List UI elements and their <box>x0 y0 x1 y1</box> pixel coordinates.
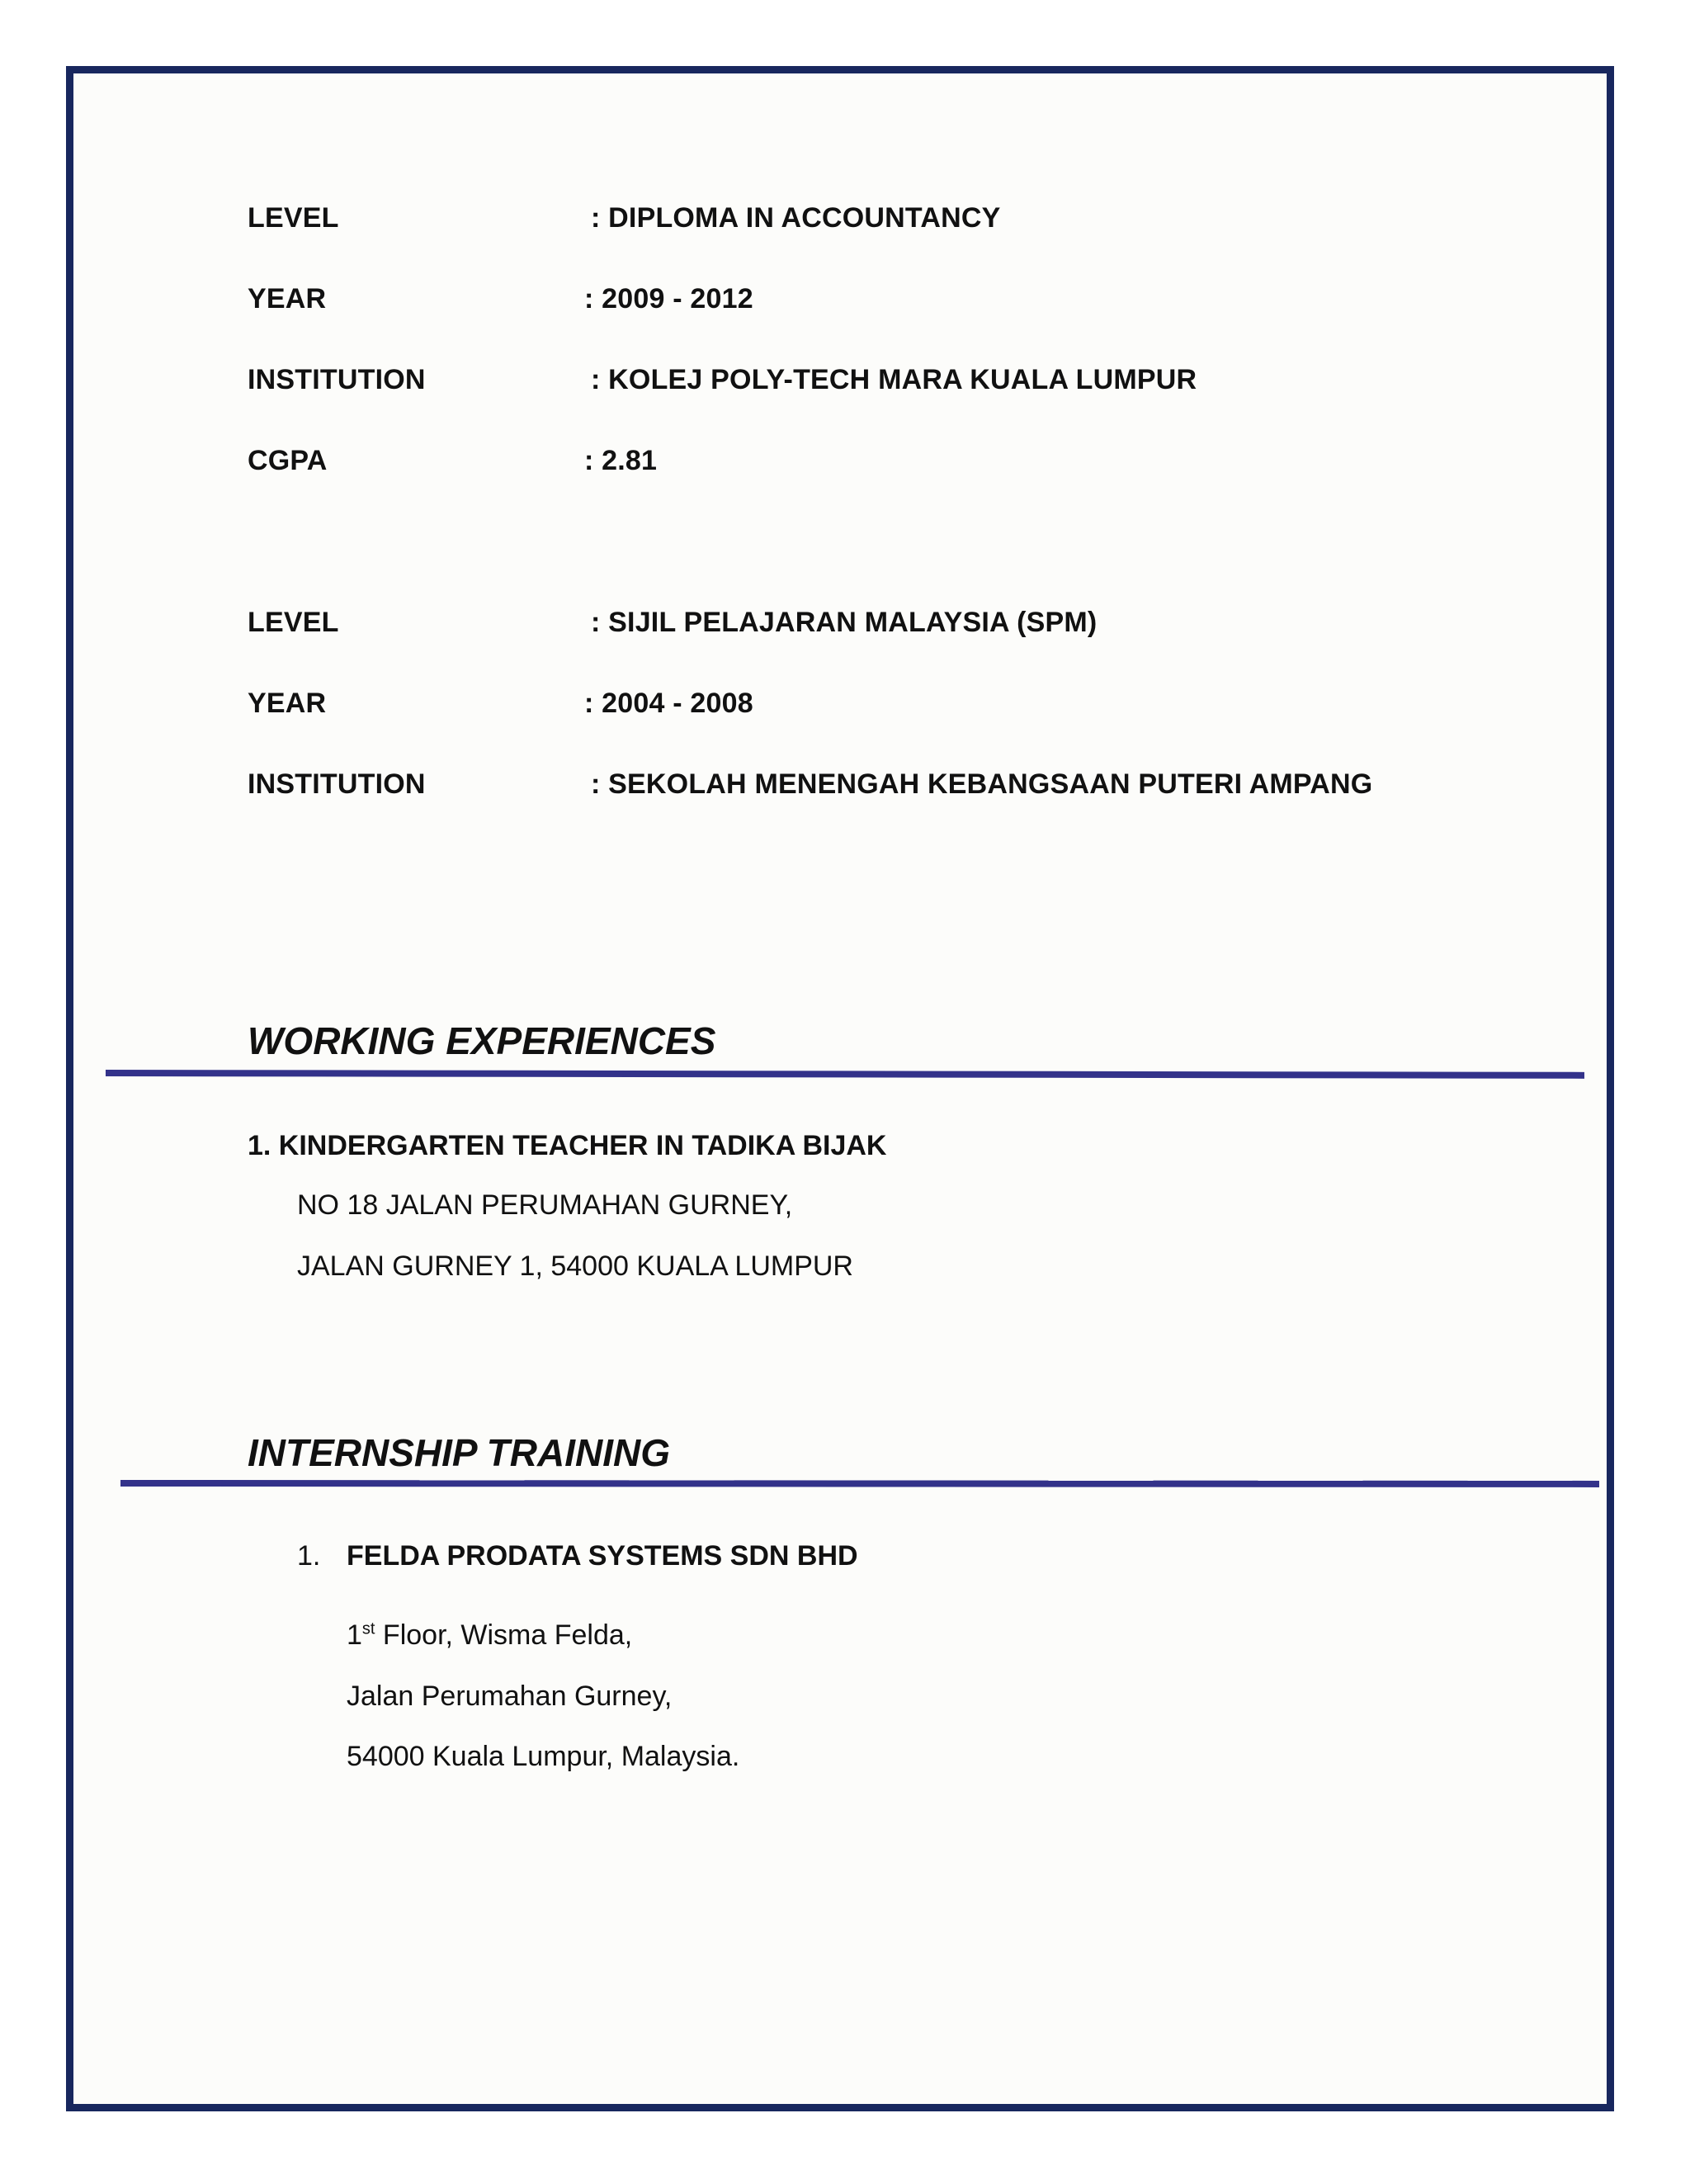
internship-floor-rest: Floor, Wisma Felda, <box>375 1619 633 1651</box>
edu2-year-value: : 2004 - 2008 <box>584 688 753 719</box>
internship-address-line1 <box>347 1619 632 1652</box>
internship-training-title: INTERNSHIP TRAINING <box>248 1431 670 1474</box>
edu1-cgpa-value: : 2.81 <box>584 445 658 476</box>
edu1-year-label: YEAR <box>248 283 327 314</box>
edu2-institution-value: : SEKOLAH MENENGAH KEBANGSAAN PUTERI AMPANG <box>591 768 1373 800</box>
edu1-level-value: : DIPLOMA IN ACCOUNTANCY <box>591 202 1001 234</box>
job-address-line1: NO 18 JALAN PERUMAHAN GURNEY, <box>297 1189 793 1221</box>
edu1-year-value: : 2009 - 2012 <box>584 283 753 314</box>
internship-address-line2: Jalan Perumahan Gurney, <box>347 1681 673 1712</box>
internship-address-line3: 54000 Kuala Lumpur, Malaysia. <box>347 1741 740 1772</box>
edu1-institution-label: INSTITUTION <box>248 364 426 395</box>
job-title: 1. KINDERGARTEN TEACHER IN TADIKA BIJAK <box>248 1130 887 1161</box>
internship-floor-number: 1 <box>347 1619 362 1651</box>
internship-training-rule <box>120 1480 1599 1487</box>
edu1-cgpa-label: CGPA <box>248 445 328 476</box>
edu2-institution-label: INSTITUTION <box>248 768 426 800</box>
internship-floor-suffix: st <box>361 1619 375 1638</box>
edu2-level-label: LEVEL <box>248 607 339 638</box>
edu2-year-label: YEAR <box>248 688 327 719</box>
edu1-institution-value: : KOLEJ POLY-TECH MARA KUALA LUMPUR <box>591 364 1197 395</box>
working-experiences-title: WORKING EXPERIENCES <box>248 1019 716 1062</box>
internship-company-name: FELDA PRODATA SYSTEMS SDN BHD <box>347 1540 858 1572</box>
edu1-level-label: LEVEL <box>248 202 339 234</box>
edu2-level-value: : SIJIL PELAJARAN MALAYSIA (SPM) <box>591 607 1098 638</box>
internship-item-number: 1. <box>297 1540 321 1572</box>
job-address-line2: JALAN GURNEY 1, 54000 KUALA LUMPUR <box>297 1250 853 1282</box>
